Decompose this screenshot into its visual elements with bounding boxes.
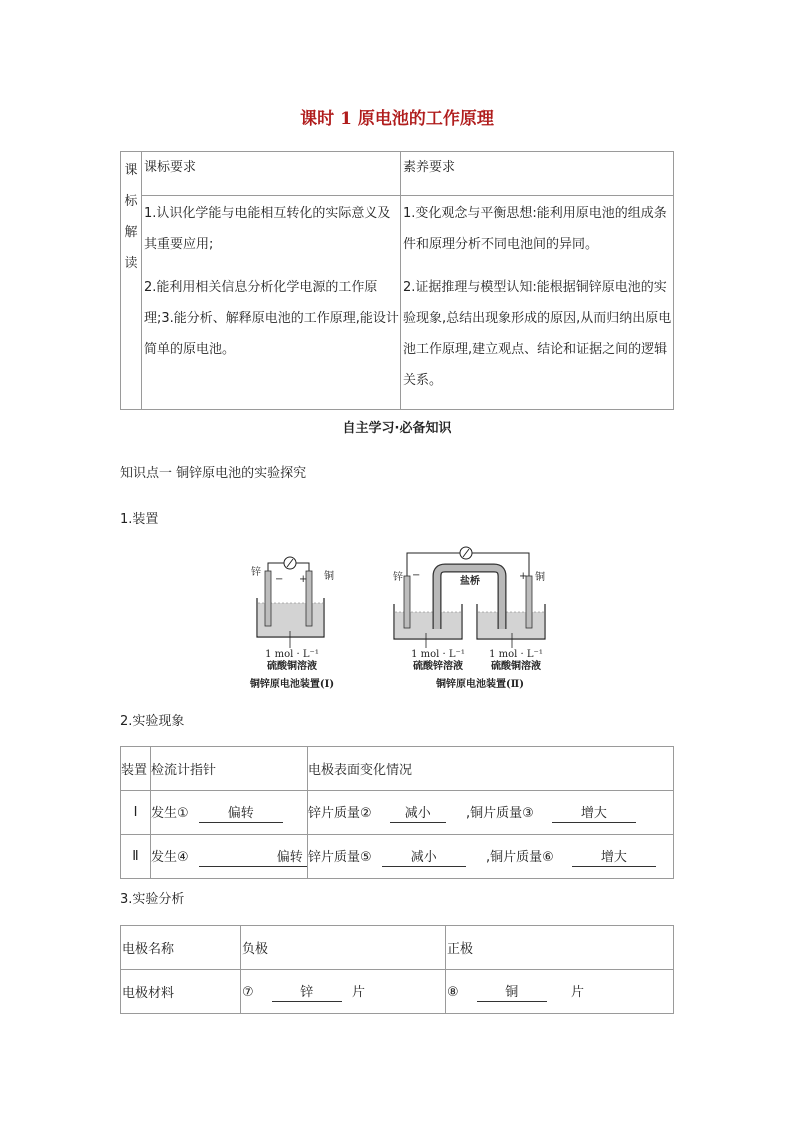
surface-cell — [308, 835, 674, 879]
answer-blank: 增大 — [572, 850, 656, 867]
answer-blank: 锌 — [272, 985, 342, 1002]
page-title: 课时 1 原电池的工作原理 — [300, 109, 494, 129]
col2-content — [401, 196, 674, 410]
copper-electrode — [526, 576, 532, 628]
item-heading: 1.装置 — [120, 512, 159, 527]
copper-prefix: ,铜片质量⑥ — [485, 850, 554, 865]
pointer-cell — [151, 835, 308, 879]
pointer-prefix: 发生① — [151, 806, 189, 821]
blank-number: ⑧ — [447, 985, 459, 1000]
header-cell: 负极 — [241, 926, 446, 970]
table-row — [121, 791, 674, 835]
electrolyte-liquid — [478, 612, 544, 638]
table-row — [121, 835, 674, 879]
pointer-cell — [151, 791, 308, 835]
concentration-label: 1 mol · L⁻¹ — [265, 649, 319, 660]
header-cell: 正极 — [446, 926, 674, 970]
col1-header: 课标要求 — [142, 152, 401, 196]
item-heading: 2.实验现象 — [120, 714, 185, 729]
header-cell: 检流计指针 — [151, 747, 308, 791]
header-cell: 电极表面变化情况 — [308, 747, 674, 791]
analysis-table — [120, 925, 674, 1014]
figure-caption: 铜锌原电池装置(Ⅱ) — [436, 679, 524, 690]
zinc-prefix: 锌片质量② — [308, 806, 372, 821]
header-cell: 电极名称 — [121, 926, 241, 970]
side-label-cell — [121, 152, 142, 410]
device-1 — [249, 557, 334, 690]
salt-bridge-label: 盐桥 — [460, 576, 480, 587]
plus-sign: + — [519, 571, 528, 582]
device-cell: Ⅱ — [121, 835, 151, 879]
answer-blank: 增大 — [552, 806, 636, 823]
table-row — [121, 970, 674, 1014]
copper-prefix: ,铜片质量③ — [465, 806, 534, 821]
unit-suffix: 片 — [351, 985, 365, 1000]
copper-label: 铜 — [535, 572, 545, 583]
surface-cell — [308, 791, 674, 835]
phenomena-table — [120, 746, 674, 879]
side-label-char: 课 — [124, 163, 138, 178]
pointer-prefix: 发生④ — [151, 850, 189, 865]
minus-sign: − — [275, 574, 284, 585]
device-2 — [393, 547, 545, 690]
literacy-item: 1.变化观念与平衡思想:能利用原电池的组成条件和原理分析不同电池间的异同。 — [403, 206, 667, 252]
solution-label: 硫酸铜溶液 — [491, 661, 541, 672]
zinc-label: 锌 — [393, 572, 403, 583]
answer-blank: 偏转 — [199, 850, 307, 867]
unit-suffix: 片 — [570, 985, 584, 1000]
positive-cell — [446, 970, 674, 1014]
solution-label: 硫酸锌溶液 — [413, 661, 463, 672]
col2-header: 素养要求 — [401, 152, 674, 196]
zinc-electrode — [265, 571, 271, 626]
item-heading: 3.实验分析 — [120, 892, 185, 907]
side-label-char: 读 — [124, 256, 138, 271]
zinc-prefix: 锌片质量⑤ — [308, 850, 372, 865]
side-label-char: 解 — [124, 225, 138, 240]
zinc-label: 锌 — [251, 567, 261, 578]
copper-label: 铜 — [324, 571, 334, 582]
blank-number: ⑦ — [242, 985, 254, 1000]
plus-sign: + — [299, 574, 308, 585]
row-label: 电极材料 — [121, 970, 241, 1014]
side-label-char: 标 — [124, 194, 138, 209]
knowledge-point-heading: 知识点一 铜锌原电池的实验探究 — [120, 466, 307, 481]
figure-caption: 铜锌原电池装置(Ⅰ) — [249, 679, 335, 690]
curriculum-item: 2.能利用相关信息分析化学电源的工作原理;3.能分析、解释原电池的工作原理,能设计简单的原电池。 — [144, 280, 399, 357]
header-cell: 装置 — [121, 747, 151, 791]
section-title: 自主学习·必备知识 — [342, 421, 452, 436]
apparatus-figure — [240, 546, 560, 696]
concentration-label: 1 mol · L⁻¹ — [489, 649, 543, 660]
solution-label: 硫酸铜溶液 — [267, 661, 317, 672]
col1-content — [142, 196, 401, 410]
answer-blank: 减小 — [382, 850, 466, 867]
device-cell: Ⅰ — [121, 791, 151, 835]
curriculum-table — [120, 151, 674, 410]
zinc-electrode — [404, 576, 410, 628]
negative-cell — [241, 970, 446, 1014]
concentration-label: 1 mol · L⁻¹ — [411, 649, 465, 660]
curriculum-item: 1.认识化学能与电能相互转化的实际意义及其重要应用; — [144, 206, 391, 252]
answer-blank: 偏转 — [199, 806, 283, 823]
answer-blank: 铜 — [477, 985, 547, 1002]
literacy-item: 2.证据推理与模型认知:能根据铜锌原电池的实验现象,总结出现象形成的原因,从而归纳出原电池工作原理,建立观点、结论和证据之间的逻辑关系。 — [403, 280, 672, 388]
minus-sign: − — [412, 570, 421, 581]
answer-blank: 减小 — [390, 806, 446, 823]
